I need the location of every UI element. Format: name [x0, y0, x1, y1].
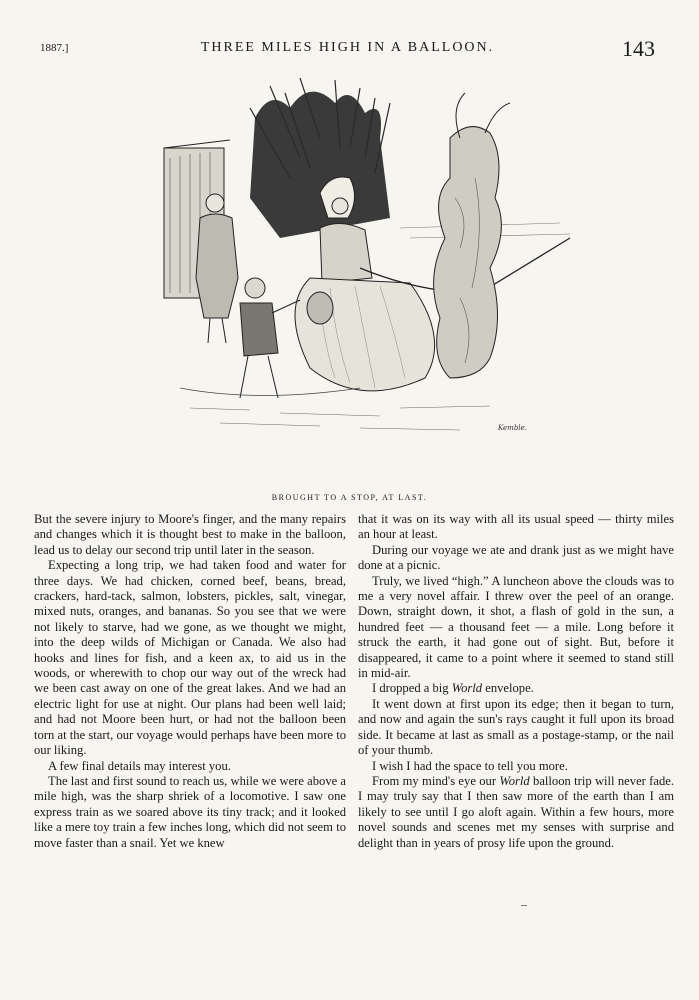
- paragraph: The last and first sound to reach us, while we were above a mile high, was the sharp shriek of a locomotive. I saw one express train as we soared above its tiny track; and it looked like a mere toy train a few inches long, which did not seem to move faster than a snail. Yet we knew: [34, 773, 346, 850]
- artist-signature: Kemble.: [498, 424, 527, 432]
- running-head-title: THREE MILES HIGH IN A BALLOON.: [200, 40, 495, 55]
- newspaper-name: World: [451, 681, 483, 696]
- text-run: From my mind's eye our: [372, 773, 500, 788]
- illustration-caption: BROUGHT TO A STOP, AT LAST.: [271, 493, 428, 502]
- paragraph: I wish I had the space to tell you more.: [372, 758, 568, 773]
- paragraph: [358, 774, 674, 851]
- text-run: I dropped a big: [372, 681, 452, 696]
- newspaper-name: World: [499, 773, 530, 788]
- paragraph: Truly, we lived “high.” A luncheon above the clouds was to me a very novel affair. I threw over the peel of an orange. Down, straight down, it shot, a flash of gold in the sun, a hundred feet — a thousand feet — a mile. Long before it struck the earth, it had gone out of sight. But, before it disappeared, it came to a point where it seemed to stand still in mid-air.: [358, 573, 674, 681]
- left-column: [34, 512, 346, 851]
- text-run: balloon trip will never fade. I may truly say that I then saw more of the earth than I am likely to see until I go aloft again. Within a few hours, more novel sounds and scenes met my senses with surprise and delight than in years of prosy life upon the ground.: [358, 773, 675, 850]
- paragraph: [358, 681, 674, 696]
- paragraph: During our voyage we ate and drank just as we might have done at a picnic.: [358, 542, 674, 573]
- paragraph: It went down at first upon its edge; then it began to turn, and now and again the sun's rays caught it full upon its broad side. It became at last as small as a postage-stamp, or the nail of your thumb.: [358, 696, 674, 758]
- page-number: 143: [622, 36, 655, 61]
- gnarled-tree: [434, 93, 510, 378]
- right-column: [358, 512, 674, 851]
- old-man-figure: [196, 194, 238, 343]
- paragraph: But the severe injury to Moore's finger, and the many repairs and changes which it is thought best to make in the balloon, lead us to delay our second trip until later in the season.: [34, 512, 346, 557]
- running-head-year: 1887.]: [40, 42, 69, 54]
- ornament-dash: [521, 905, 527, 906]
- paragraph: A few final details may interest you.: [48, 758, 231, 773]
- paragraph: that it was on its way with all its usual speed — thirty miles an hour at least.: [358, 512, 674, 542]
- running-head: [40, 38, 655, 68]
- text-run: envelope.: [482, 681, 534, 696]
- paragraph: Expecting a long trip, we had taken food and water for three days. We had chicken, corned beef, beans, bread, crackers, hard-tack, salmon, lobsters, pickles, salt, vinegar, mixed nuts, oranges, and bananas. So you see that we were not likely to starve, had we gone, as we thought we might, into the deep wilds of Michigan or Canada. We also had hooks and lines for fish, and a keen ax, to aid us in the woods, or wherewith to chop our way out of the wreck had we been cast away on one of the great lakes. And we had an electric light for use at night. Our plans had been well laid; and had not Moore been hurt, or had not the balloon been torn at the start, our voyage would perhaps have been more to our liking.: [34, 558, 346, 758]
- dark-foliage: [250, 78, 390, 238]
- engraving-illustration: [160, 78, 580, 478]
